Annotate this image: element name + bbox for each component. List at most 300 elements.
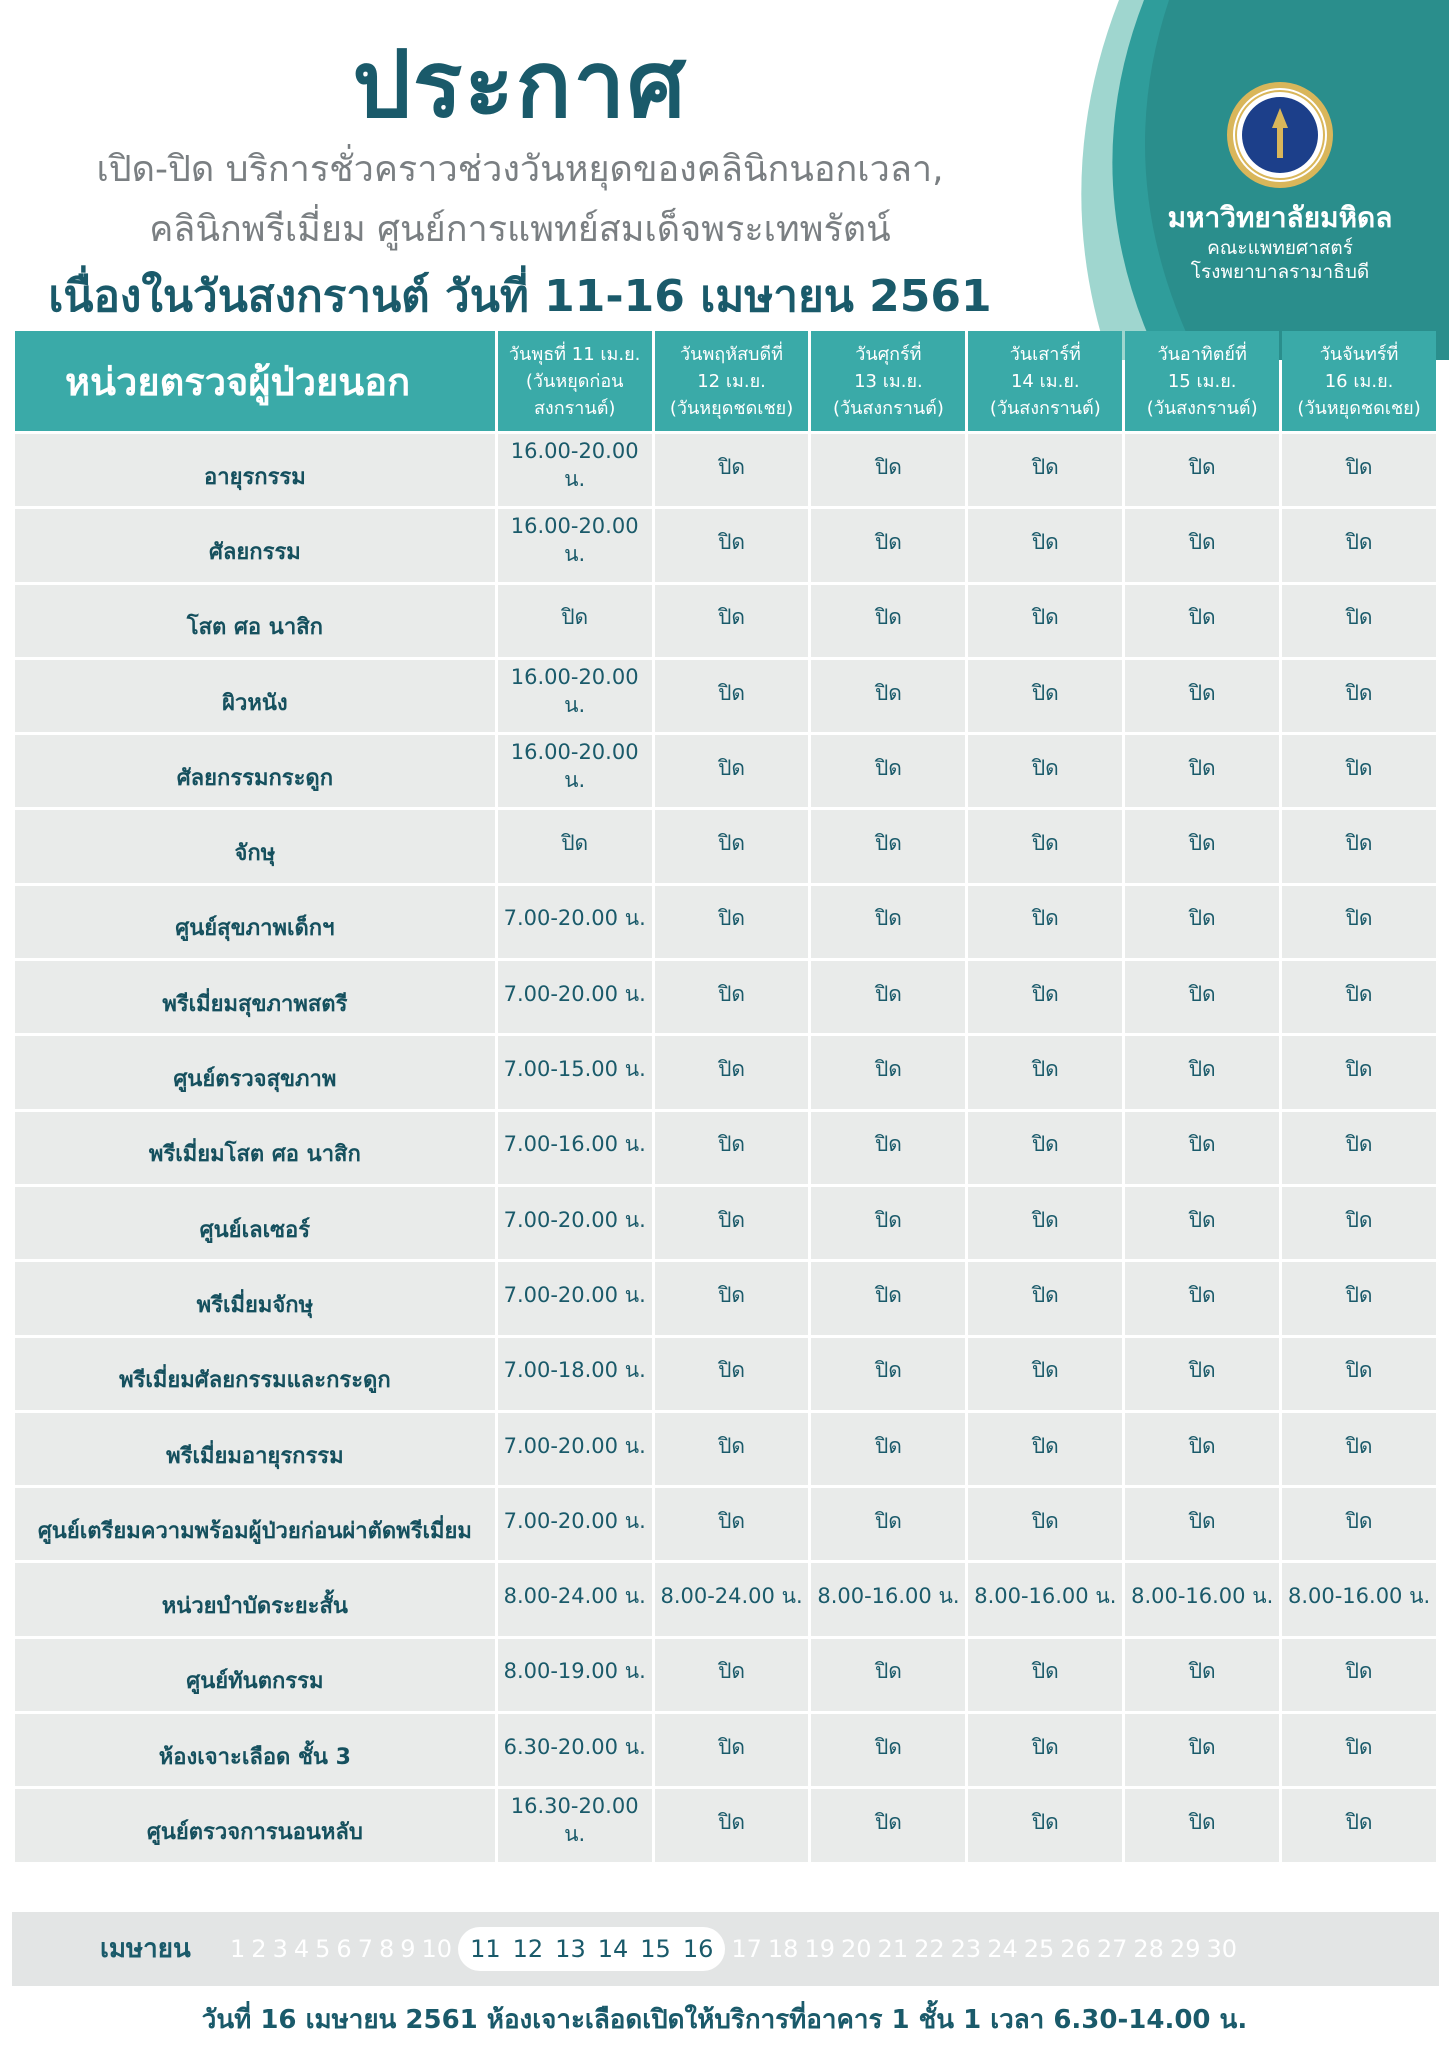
hours-value: ปิด (1031, 831, 1059, 856)
unit-name-cell (15, 886, 495, 958)
hours-cell (1125, 735, 1279, 807)
unit-name-cell (15, 585, 495, 657)
hours-value: ปิด (1188, 1809, 1216, 1834)
calendar-day: 3 (272, 1935, 288, 1963)
hours-cell (968, 1488, 1122, 1560)
hours-cell (655, 1714, 809, 1786)
hours-cell (1282, 660, 1436, 732)
calendar-day: 25 (1023, 1935, 1055, 1963)
hours-value: ปิด (1345, 1132, 1373, 1157)
hours-cell (968, 886, 1122, 958)
hours-value: ปิด (1188, 680, 1216, 705)
hours-value: 7.00-20.00 น. (503, 1282, 646, 1307)
hours-cell (811, 585, 965, 657)
unit-name: ผิวหนัง (222, 690, 288, 716)
hours-cell (811, 961, 965, 1033)
hours-cell (655, 886, 809, 958)
calendar-days (227, 1912, 1240, 1986)
hours-value: ปิด (1188, 1282, 1216, 1307)
hours-cell (968, 1112, 1122, 1184)
hours-cell (1125, 1036, 1279, 1108)
unit-name: ศูนย์เตรียมความพร้อมผู้ป่วยก่อนผ่าตัดพรีเมี่ยม (37, 1518, 472, 1544)
hours-value: 8.00-16.00 น. (1131, 1584, 1274, 1609)
hours-value: ปิด (874, 1132, 902, 1157)
hours-value: ปิด (1188, 1132, 1216, 1157)
hours-cell (498, 1789, 652, 1861)
calendar-day: 26 (1060, 1935, 1091, 1963)
table-row (15, 1413, 1436, 1485)
unit-name-cell (15, 660, 495, 732)
hours-cell (811, 509, 965, 581)
hours-value: ปิด (718, 1057, 746, 1082)
hours-cell (968, 434, 1122, 506)
hours-value: 7.00-20.00 น. (503, 1508, 646, 1533)
hours-cell (1282, 1413, 1436, 1485)
hours-cell (655, 810, 809, 882)
unit-name: พรีเมี่ยมอายุรกรรม (166, 1443, 344, 1469)
day-column-header: วันศุกร์ที่ 13 เม.ย. (วันสงกรานต์) (811, 331, 965, 431)
hours-cell (811, 1639, 965, 1711)
hours-cell (498, 1714, 652, 1786)
hours-value: ปิด (1031, 906, 1059, 931)
unit-name: ศูนย์ตรวจสุขภาพ (173, 1067, 337, 1093)
hours-value: 7.00-20.00 น. (503, 1433, 646, 1458)
hours-value: 7.00-15.00 น. (503, 1057, 646, 1082)
hours-value: ปิด (874, 1358, 902, 1383)
subtitle-line-3: เนื่องในวันสงกรานต์ วันที่ 11-16 เมษายน 2561 (48, 271, 992, 322)
hours-cell (498, 585, 652, 657)
hours-cell (1125, 1413, 1279, 1485)
table-row (15, 961, 1436, 1033)
hours-cell (1125, 1639, 1279, 1711)
hours-value: ปิด (874, 1433, 902, 1458)
hours-cell (498, 1639, 652, 1711)
hours-cell (1125, 509, 1279, 581)
hours-value: ปิด (718, 831, 746, 856)
unit-name-cell (15, 1413, 495, 1485)
hours-cell (655, 1563, 809, 1635)
table-row (15, 1639, 1436, 1711)
hours-cell (1125, 1262, 1279, 1334)
hours-value: ปิด (718, 680, 746, 705)
calendar-day: 20 (841, 1935, 872, 1963)
hours-value: ปิด (718, 454, 746, 479)
hours-cell (1282, 1714, 1436, 1786)
hours-value: ปิด (1188, 906, 1216, 931)
title-block (0, 30, 1040, 330)
hours-cell (1282, 585, 1436, 657)
hours-value: ปิด (718, 529, 746, 554)
calendar-day: 4 (293, 1935, 310, 1963)
hours-cell (811, 1488, 965, 1560)
calendar-day: 30 (1206, 1935, 1238, 1963)
unit-name: ศูนย์ทันตกรรม (186, 1669, 324, 1695)
hours-cell (1282, 1187, 1436, 1259)
hours-cell (968, 1262, 1122, 1334)
hours-value: ปิด (1345, 1358, 1373, 1383)
table-row (15, 1789, 1436, 1861)
hours-value: ปิด (1345, 906, 1373, 931)
hours-value: 7.00-20.00 น. (503, 906, 646, 931)
hours-value: ปิด (874, 1659, 902, 1684)
hours-cell (1282, 1789, 1436, 1861)
hours-cell (1125, 1488, 1279, 1560)
hours-cell (1125, 810, 1279, 882)
hours-cell (968, 735, 1122, 807)
hours-value: ปิด (718, 1207, 746, 1232)
hours-cell (1125, 1563, 1279, 1635)
hours-cell (498, 1338, 652, 1410)
hours-cell (655, 735, 809, 807)
hours-value: ปิด (1345, 454, 1373, 479)
hours-value: 7.00-18.00 น. (503, 1358, 646, 1383)
calendar-day: 18 (767, 1935, 799, 1963)
unit-name: ศัลยกรรม (208, 539, 301, 565)
faculty-name: คณะแพทยศาสตร์ (1207, 237, 1353, 259)
hours-cell (968, 810, 1122, 882)
hours-value: ปิด (874, 981, 902, 1006)
hours-value: 7.00-20.00 น. (503, 1207, 646, 1232)
hours-value: 8.00-19.00 น. (503, 1659, 646, 1684)
hours-value: ปิด (1345, 755, 1373, 780)
table-row (15, 1112, 1436, 1184)
hours-value: ปิด (1031, 1659, 1059, 1684)
hours-value: ปิด (1031, 1132, 1059, 1157)
unit-name-cell (15, 1036, 495, 1108)
hours-cell (968, 1338, 1122, 1410)
hours-value: ปิด (561, 831, 589, 856)
hours-value: ปิด (874, 1282, 902, 1307)
hours-cell (811, 1338, 965, 1410)
hours-value: ปิด (1031, 1057, 1059, 1082)
hours-value: ปิด (1345, 1809, 1373, 1834)
calendar-day: 6 (336, 1935, 352, 1963)
hours-cell (498, 1413, 652, 1485)
hours-cell (655, 961, 809, 1033)
hours-cell (968, 1036, 1122, 1108)
hours-value: ปิด (1188, 1358, 1216, 1383)
unit-name: หน่วยบำบัดระยะสั้น (161, 1594, 348, 1620)
hours-value: ปิด (1345, 1659, 1373, 1684)
hours-cell (968, 1714, 1122, 1786)
hours-value: ปิด (1031, 454, 1059, 479)
hours-cell (655, 660, 809, 732)
hospital-logo (1130, 80, 1430, 284)
hours-value: ปิด (1345, 981, 1373, 1006)
hours-value: ปิด (1031, 1508, 1059, 1533)
hours-value: ปิด (874, 1734, 902, 1759)
hours-value: ปิด (1188, 1734, 1216, 1759)
hours-cell (498, 1112, 652, 1184)
hours-value: ปิด (718, 1508, 746, 1533)
calendar-day: 10 (421, 1935, 453, 1963)
calendar-day: 1 (230, 1935, 246, 1963)
hours-cell (498, 1262, 652, 1334)
unit-name-cell (15, 509, 495, 581)
hours-cell (811, 1187, 965, 1259)
day-column-header: วันเสาร์ที่ 14 เม.ย. (วันสงกรานต์) (968, 331, 1122, 431)
hours-value: ปิด (1188, 1207, 1216, 1232)
hours-cell (1282, 810, 1436, 882)
hours-cell (655, 1036, 809, 1108)
hours-value: ปิด (874, 1809, 902, 1834)
hours-cell (655, 585, 809, 657)
hours-cell (968, 1413, 1122, 1485)
hours-cell (811, 1789, 965, 1861)
hours-value: ปิด (1345, 1508, 1373, 1533)
hours-value: 8.00-16.00 น. (974, 1584, 1117, 1609)
unit-name-cell (15, 1488, 495, 1560)
hours-cell (1125, 1112, 1279, 1184)
hours-cell (811, 1413, 965, 1485)
hours-value: ปิด (718, 906, 746, 931)
hours-cell (811, 886, 965, 958)
hours-cell (498, 509, 652, 581)
hours-cell (1125, 585, 1279, 657)
hours-value: ปิด (1031, 1282, 1059, 1307)
hours-value: 7.00-16.00 น. (503, 1132, 646, 1157)
holiday-day: 13 (555, 1935, 586, 1963)
hours-cell (655, 1187, 809, 1259)
hours-value: ปิด (1345, 605, 1373, 630)
hours-value: ปิด (1031, 755, 1059, 780)
hospital-name: โรงพยาบาลรามาธิบดี (1190, 261, 1370, 283)
hours-value: ปิด (1188, 1057, 1216, 1082)
hours-value: ปิด (1031, 1433, 1059, 1458)
table-row (15, 1488, 1436, 1560)
calendar-month-label: เมษายน (100, 1934, 191, 1964)
hours-cell (498, 735, 652, 807)
unit-name-cell (15, 434, 495, 506)
hours-value: ปิด (1031, 1809, 1059, 1834)
hours-cell (1125, 1187, 1279, 1259)
hours-value: ปิด (1188, 529, 1216, 554)
table-row (15, 1262, 1436, 1334)
hours-value: 16.00-20.00 น. (510, 739, 639, 792)
hours-cell (655, 1639, 809, 1711)
holiday-day: 15 (640, 1935, 671, 1963)
unit-name: ศูนย์เลเซอร์ (199, 1217, 311, 1243)
hours-value: ปิด (1188, 981, 1216, 1006)
day-column-header: วันอาทิตย์ที่ 15 เม.ย. (วันสงกรานต์) (1125, 331, 1279, 431)
hours-cell (655, 509, 809, 581)
hours-value: ปิด (1031, 1734, 1059, 1759)
hours-value: ปิด (874, 605, 902, 630)
hours-cell (655, 434, 809, 506)
unit-name: จักษุ (234, 841, 276, 867)
hours-cell (498, 660, 652, 732)
calendar-day: 7 (357, 1935, 373, 1963)
subtitle-line-2: คลินิกพรีเมี่ยม ศูนย์การแพทย์สมเด็จพระเทพรัตน์ (149, 209, 891, 250)
hours-value: ปิด (718, 1132, 746, 1157)
hours-cell (655, 1262, 809, 1334)
hours-value: ปิด (1031, 680, 1059, 705)
table-row (15, 509, 1436, 581)
university-name: มหาวิทยาลัยมหิดล (1167, 201, 1393, 234)
hours-value: ปิด (874, 1508, 902, 1533)
schedule-table-wrapper (12, 328, 1439, 1865)
hours-cell (498, 886, 652, 958)
calendar-day: 27 (1096, 1935, 1128, 1963)
calendar-day: 22 (914, 1935, 945, 1963)
table-row (15, 1187, 1436, 1259)
hours-cell (655, 1488, 809, 1560)
hours-value: ปิด (718, 1809, 746, 1834)
hours-value: ปิด (874, 454, 902, 479)
hours-cell (1282, 735, 1436, 807)
unit-name-cell (15, 1789, 495, 1861)
unit-name: ศูนย์สุขภาพเด็กฯ (175, 916, 335, 942)
hours-cell (1125, 660, 1279, 732)
hours-cell (968, 660, 1122, 732)
table-row (15, 810, 1436, 882)
hours-cell (1125, 1338, 1279, 1410)
hours-value: ปิด (874, 755, 902, 780)
holiday-highlight (458, 1927, 725, 1971)
hours-value: 16.30-20.00 น. (510, 1793, 639, 1846)
announcement-header (0, 0, 1449, 360)
table-row (15, 434, 1436, 506)
hours-cell (811, 1112, 965, 1184)
hours-cell (968, 509, 1122, 581)
hours-cell (1282, 1639, 1436, 1711)
hours-cell (968, 585, 1122, 657)
holiday-day: 12 (512, 1935, 544, 1963)
hours-value: 6.30-20.00 น. (503, 1734, 646, 1759)
unit-name: ศัลยกรรมกระดูก (176, 765, 334, 791)
calendar-day: 5 (315, 1935, 331, 1963)
unit-name-cell (15, 1639, 495, 1711)
hours-cell (968, 1789, 1122, 1861)
hours-cell (1125, 1714, 1279, 1786)
hours-value: ปิด (1188, 755, 1216, 780)
hours-cell (1125, 886, 1279, 958)
holiday-day: 14 (597, 1935, 629, 1963)
unit-column-header: หน่วยตรวจผู้ป่วยนอก (15, 331, 495, 431)
hours-value: ปิด (718, 1433, 746, 1458)
hours-cell (1282, 1488, 1436, 1560)
hours-cell (498, 961, 652, 1033)
unit-name: พรีเมี่ยมโสต ศอ นาสิก (148, 1142, 361, 1168)
calendar-bar (12, 1912, 1439, 1986)
hours-value: 8.00-24.00 น. (660, 1584, 803, 1609)
university-seal-icon (1225, 80, 1335, 190)
unit-name: โสต ศอ นาสิก (186, 615, 323, 641)
hours-cell (1125, 1789, 1279, 1861)
unit-name-cell (15, 1187, 495, 1259)
hours-cell (498, 1488, 652, 1560)
hours-value: ปิด (1345, 680, 1373, 705)
table-row (15, 1563, 1436, 1635)
calendar-day: 23 (950, 1935, 982, 1963)
hours-value: ปิด (874, 906, 902, 931)
hours-value: ปิด (718, 1358, 746, 1383)
hours-cell (1282, 1563, 1436, 1635)
hours-value: ปิด (1345, 1282, 1373, 1307)
hours-value: 8.00-16.00 น. (1287, 1584, 1431, 1609)
calendar-day: 19 (804, 1935, 835, 1963)
hours-cell (811, 810, 965, 882)
calendar-day: 17 (731, 1935, 762, 1963)
hours-cell (498, 1036, 652, 1108)
unit-name: ศูนย์ตรวจการนอนหลับ (146, 1819, 363, 1845)
hours-value: ปิด (1031, 529, 1059, 554)
unit-name: พรีเมี่ยมสุขภาพสตรี (162, 991, 348, 1017)
hours-value: ปิด (874, 1057, 902, 1082)
unit-name-cell (15, 810, 495, 882)
footer-note: วันที่ 16 เมษายน 2561 ห้องเจาะเลือดเปิดให้บริการที่อาคาร 1 ชั้น 1 เวลา 6.30-14.00 น. (201, 2005, 1248, 2035)
hours-value: ปิด (718, 1282, 746, 1307)
table-row (15, 735, 1436, 807)
hours-cell (1282, 509, 1436, 581)
unit-name-cell (15, 1563, 495, 1635)
hours-value: ปิด (1188, 1508, 1216, 1533)
hours-value: 16.00-20.00 น. (510, 513, 639, 566)
hours-value: ปิด (1345, 1433, 1373, 1458)
hours-cell (1282, 1112, 1436, 1184)
table-row (15, 886, 1436, 958)
hours-cell (811, 660, 965, 732)
hours-value: ปิด (1345, 1207, 1373, 1232)
hours-value: 8.00-24.00 น. (503, 1584, 646, 1609)
holiday-day: 16 (682, 1935, 714, 1963)
hours-value: 16.00-20.00 น. (510, 664, 639, 717)
hours-value: 7.00-20.00 น. (503, 981, 646, 1006)
hours-value: ปิด (1345, 1057, 1373, 1082)
hours-value: ปิด (1188, 605, 1216, 630)
hours-value: ปิด (1345, 1734, 1373, 1759)
hours-cell (1282, 1338, 1436, 1410)
hours-cell (655, 1112, 809, 1184)
hours-value: ปิด (874, 1207, 902, 1232)
hours-value: ปิด (1031, 1358, 1059, 1383)
calendar-day: 28 (1133, 1935, 1164, 1963)
day-column-header: วันพฤหัสบดีที่ 12 เม.ย. (วันหยุดชดเชย) (655, 331, 809, 431)
hours-value: ปิด (718, 1734, 746, 1759)
hours-cell (811, 1262, 965, 1334)
hours-cell (655, 1338, 809, 1410)
hours-value: ปิด (561, 605, 589, 630)
hours-cell (1282, 886, 1436, 958)
hours-cell (968, 1563, 1122, 1635)
table-row (15, 1338, 1436, 1410)
hours-cell (1282, 961, 1436, 1033)
hours-cell (968, 961, 1122, 1033)
unit-name-cell (15, 735, 495, 807)
unit-name-cell (15, 1338, 495, 1410)
hours-cell (811, 434, 965, 506)
hours-value: ปิด (1031, 1207, 1059, 1232)
schedule-table (12, 328, 1439, 1865)
unit-name-cell (15, 1262, 495, 1334)
hours-cell (1125, 434, 1279, 506)
day-column-header: วันพุธที่ 11 เม.ย. (วันหยุดก่อน สงกรานต์) (498, 331, 652, 431)
hours-value: ปิด (1188, 831, 1216, 856)
hours-value: ปิด (1031, 981, 1059, 1006)
table-body (15, 434, 1436, 1862)
hours-cell (811, 735, 965, 807)
table-row (15, 660, 1436, 732)
calendar-day: 29 (1169, 1935, 1201, 1963)
hours-value: ปิด (1345, 831, 1373, 856)
table-row (15, 585, 1436, 657)
unit-name: พรีเมี่ยมจักษุ (196, 1292, 314, 1318)
hours-value: ปิด (1188, 1659, 1216, 1684)
unit-name: พรีเมี่ยมศัลยกรรมและกระดูก (119, 1368, 391, 1394)
hours-value: ปิด (718, 755, 746, 780)
page-title: ประกาศ (352, 31, 688, 138)
hours-value: ปิด (1188, 454, 1216, 479)
